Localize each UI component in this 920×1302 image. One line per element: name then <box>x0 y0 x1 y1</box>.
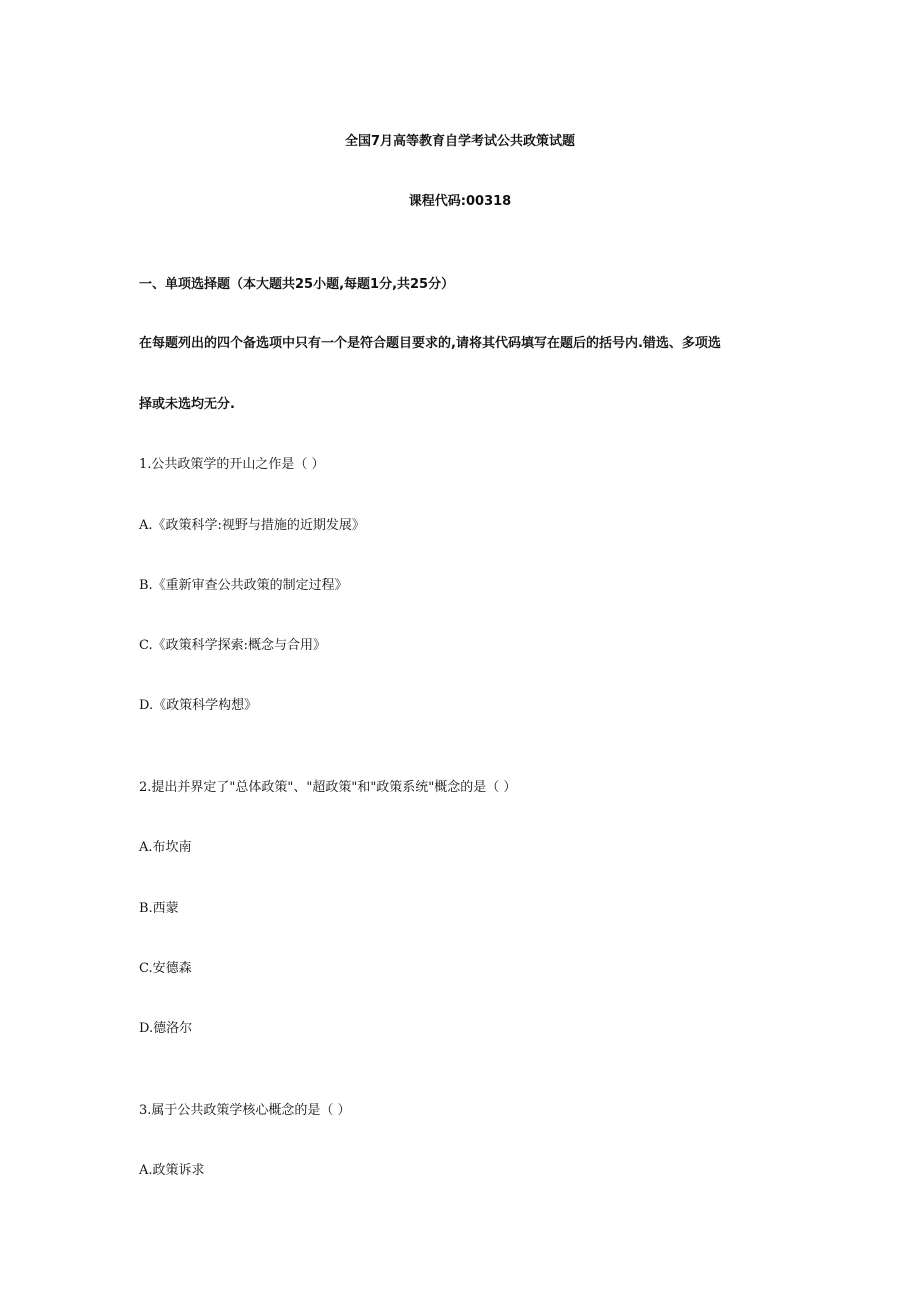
question-1-option-a: A.《政策科学:视野与措施的近期发展》 <box>139 518 365 533</box>
instructions-line-1: 在每题列出的四个备选项中只有一个是符合题目要求的,请将其代码填写在题后的括号内.错选、多项选 <box>139 336 721 351</box>
question-3-option-a: A.政策诉求 <box>139 1163 205 1178</box>
document-title: 全国7月高等教育自学考试公共政策试题 <box>344 134 576 149</box>
question-2-option-d: D.德洛尔 <box>139 1021 193 1036</box>
question-2-stem: 2.提出并界定了"总体政策"、"超政策"和"政策系统"概念的是（ ） <box>139 780 517 795</box>
question-1-stem: 1.公共政策学的开山之作是（ ） <box>139 457 325 472</box>
question-2-option-c: C.安德森 <box>139 961 192 976</box>
course-code: 课程代码:00318 <box>408 194 512 209</box>
question-3-stem: 3.属于公共政策学核心概念的是（ ） <box>139 1103 351 1118</box>
question-2-option-b: B.西蒙 <box>139 901 179 916</box>
instructions-line-2: 择或未选均无分. <box>139 397 235 412</box>
section-heading: 一、单项选择题（本大题共25小题,每题1分,共25分） <box>139 277 455 292</box>
question-2-option-a: A.布坎南 <box>139 840 192 855</box>
question-1-option-b: B.《重新审查公共政策的制定过程》 <box>139 578 348 593</box>
question-1-option-c: C.《政策科学探索:概念与合用》 <box>139 638 326 653</box>
question-1-option-d: D.《政策科学构想》 <box>139 698 258 713</box>
